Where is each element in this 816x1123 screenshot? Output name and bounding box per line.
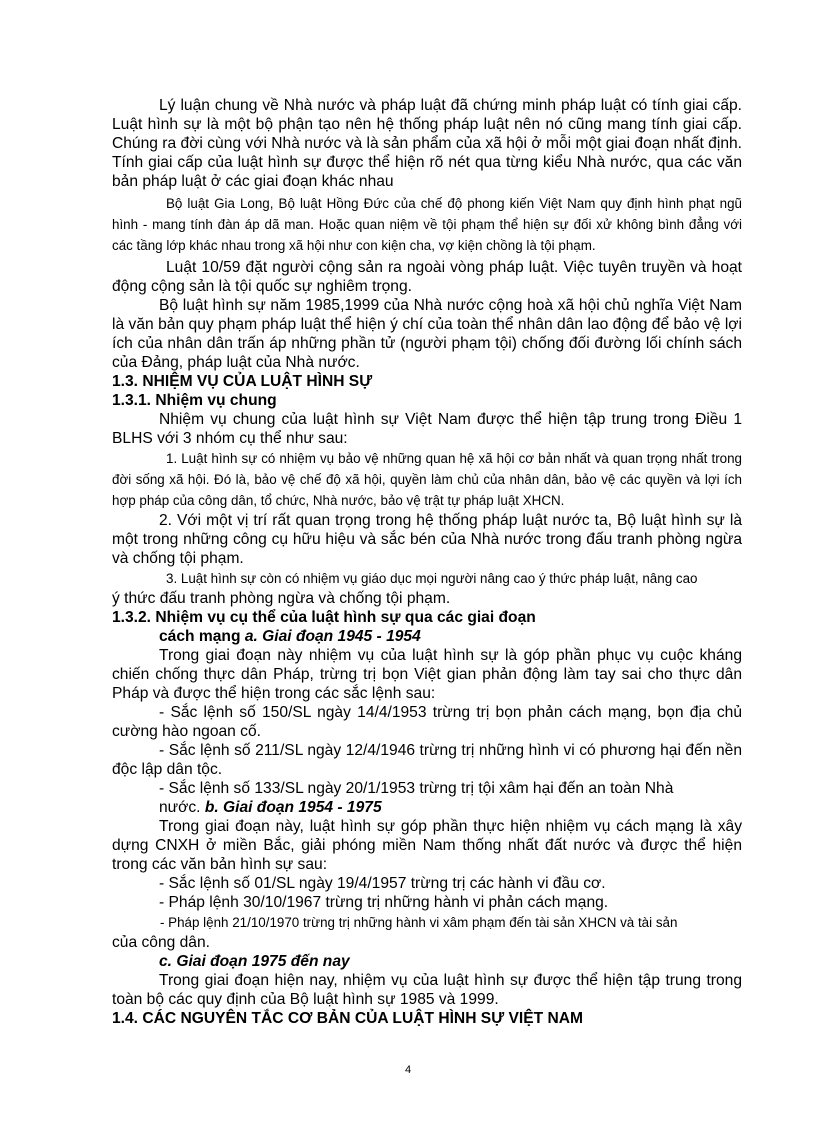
text: nước. — [159, 799, 201, 816]
section-heading: 1.4. CÁC NGUYÊN TẮC CƠ BẢN CỦA LUẬT HÌNH SỰ VIỆT NAM — [112, 1010, 583, 1027]
subsection-heading-continued — [112, 627, 742, 646]
list-item: - Sắc lệnh số 01/SL ngày 19/4/1957 trừng trị các hành vi đầu cơ. — [159, 875, 606, 892]
heading-text: cách mạng — [159, 628, 241, 645]
paragraph: Nhiệm vụ chung của luật hình sự Việt Nam được thể hiện tập trung trong Điều 1 BLHS với 3 nhóm cụ thể như sau: — [112, 411, 742, 447]
list-item: - Sắc lệnh số 211/SL ngày 12/4/1946 trừng trị những hình vi có phương hại đến nền độc lập dân tộc. — [112, 742, 742, 778]
subsection-heading: 1.3.2. Nhiệm vụ cụ thể của luật hình sự qua các giai đoạn — [112, 609, 536, 626]
list-item-continued: của công dân. — [112, 934, 210, 951]
paragraph: Trong giai đoạn hiện nay, nhiệm vụ của luật hình sự được thể hiện tập trung trong toàn bộ các quy định của Bộ luật hình sự 1985 và 1999. — [112, 972, 742, 1008]
paragraph: 3. Luật hình sự còn có nhiệm vụ giáo dục mọi người nâng cao ý thức pháp luật, nâng cao — [166, 571, 698, 586]
document-page — [112, 96, 742, 1028]
page-number: 4 — [404, 1064, 412, 1076]
paragraph: Trong giai đoạn này, luật hình sự góp phần thực hiện nhiệm vụ cách mạng là xây dựng CNXH ở miền Bắc, giải phóng miền Nam thống nhất đất nước và được thể hiện trong các văn bản hình sự sau: — [112, 818, 742, 873]
paragraph: 1. Luật hình sự có nhiệm vụ bảo vệ những quan hệ xã hội cơ bản nhất và quan trọng nhất trong đời sống xã hội. Đó là, bảo vệ chế độ xã hội, quyền làm chủ của nhân dân, bảo vệ các quyền và lợi ích hợp pháp của công dân, tổ chức, Nhà nước, bảo vệ trật tự pháp luật XHCN. — [112, 451, 742, 508]
list-item: - Sắc lệnh số 150/SL ngày 14/4/1953 trừng trị bọn phản cách mạng, bọn địa chủ cường hào ngoan cố. — [112, 704, 742, 740]
list-item: - Pháp lệnh 30/10/1967 trừng trị những hành vi phản cách mạng. — [159, 894, 609, 911]
list-item: - Pháp lệnh 21/10/1970 trừng trị những hành vi xâm phạm đến tài sản XHCN và tài sản — [160, 915, 678, 930]
paragraph: 2. Với một vị trí rất quan trọng trong hệ thống pháp luật nước ta, Bộ luật hình sự là một trong những công cụ hữu hiệu và sắc bén của Nhà nước trong đấu tranh phòng ngừa và chống tội phạm. — [112, 512, 742, 567]
paragraph: Luật 10/59 đặt người cộng sản ra ngoài vòng pháp luật. Việc tuyên truyền và hoạt động cộng sản là tội quốc sự nghiêm trọng. — [112, 259, 742, 295]
paragraph: Trong giai đoạn này nhiệm vụ của luật hình sự là góp phần phục vụ cuộc kháng chiến chống thực dân Pháp, trừng trị bọn Việt gian phản động làm tay sai cho thực dân Pháp và được thể hiện trong các sắc lệnh sau: — [112, 647, 742, 702]
list-item-continued — [112, 798, 742, 817]
subsection-heading: 1.3.1. Nhiệm vụ chung — [112, 392, 277, 409]
paragraph: Lý luận chung về Nhà nước và pháp luật đã chứng minh pháp luật có tính giai cấp. Luật hình sự là một bộ phận tạo nên hệ thống pháp luật nên nó cũng mang tính giai cấp. Chúng ra đời cùng với Nhà nước và là sản phẩm của xã hội ở mỗi một giai đoạn nhất định. Tính giai cấp của luật hình sự được thể hiện rõ nét qua từng kiểu Nhà nước, qua các văn bản pháp luật ở các giai đoạn khác nhau — [112, 97, 742, 190]
period-heading: b. Giai đoạn 1954 - 1975 — [204, 799, 382, 816]
period-heading: a. Giai đoạn 1945 - 1954 — [244, 628, 421, 645]
list-item: - Sắc lệnh số 133/SL ngày 20/1/1953 trừng trị tội xâm hại đến an toàn Nhà — [159, 780, 674, 797]
paragraph: Bộ luật hình sự năm 1985,1999 của Nhà nước cộng hoà xã hội chủ nghĩa Việt Nam là văn bản quy phạm pháp luật thể hiện ý chí của toàn thể nhân dân lao động để bảo vệ lợi ích của nhân dân trấn áp những phần tử (người phạm tội) chống đối đường lối chính sách của Đảng, pháp luật của Nhà nước. — [112, 297, 742, 371]
paragraph: Bộ luật Gia Long, Bộ luật Hồng Đức của chế độ phong kiến Việt Nam quy định hình phạt ngũ hình - mang tính đàn áp dã man. Hoặc quan niệm về tội phạm thể hiện sự đối xử không bình đẳng với các tầng lớp khác nhau trong xã hội như con kiện cha, vợ kiện chồng là tội phạm. — [112, 196, 742, 253]
period-heading: c. Giai đoạn 1975 đến nay — [159, 953, 350, 970]
paragraph: ý thức đấu tranh phòng ngừa và chống tội phạm. — [112, 590, 451, 607]
section-heading: 1.3. NHIỆM VỤ CỦA LUẬT HÌNH SỰ — [112, 373, 373, 390]
